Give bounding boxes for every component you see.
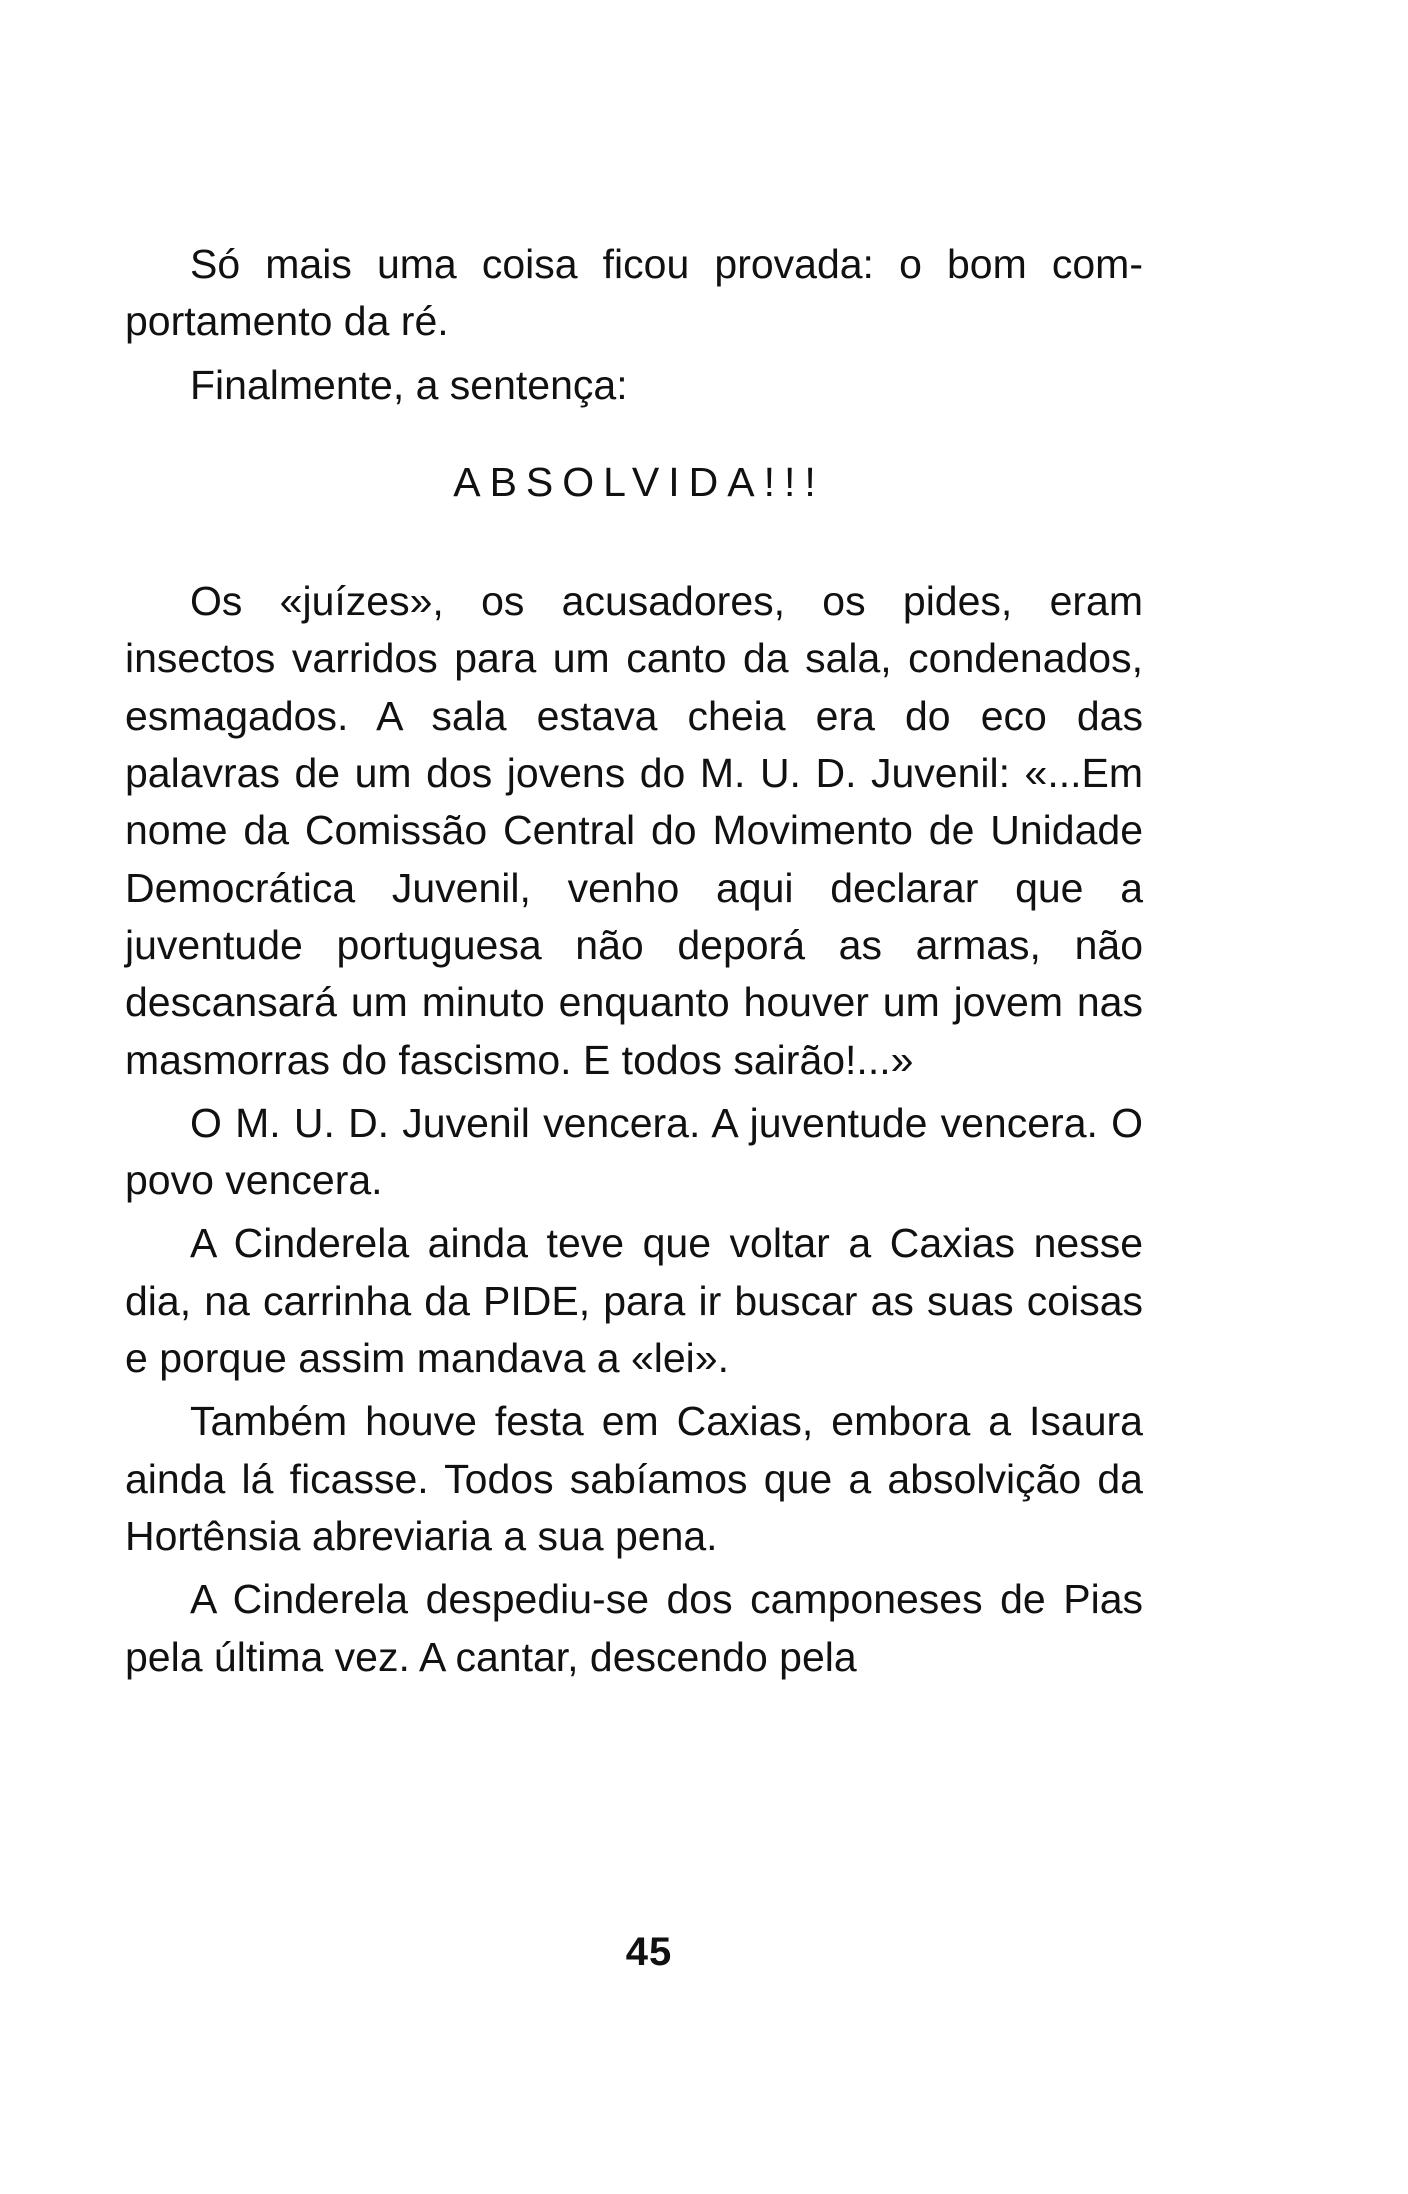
- verdict-heading: ABSOLVIDA!!!: [453, 458, 825, 505]
- paragraph-cinderela-caxias: A Cinderela ainda teve que voltar a Caxias nesse dia, na carrinha da PIDE, para ir buscar as suas coisas e porque assim mandava a «lei».: [125, 1220, 1143, 1382]
- paragraph-sentence-intro: Finalmente, a sentença:: [190, 361, 628, 408]
- paragraph-festa-caxias: Também houve festa em Caxias, embora a Isaura ainda lá ficasse. Todos sabíamos que a absolvição da Hortênsia abreviaria a sua pena.: [125, 1398, 1143, 1559]
- paragraph-cinderela-farewell: A Cinderela despediu-se dos camponeses de Pias pela última vez. A cantar, descendo pela: [125, 1576, 1143, 1680]
- body-text: [125, 236, 1143, 1692]
- paragraph-good-behaviour: Só mais uma coisa ficou provada: o bom comportamento da ré.: [125, 241, 1143, 345]
- paragraph-judges: Os «juízes», os acusadores, os pides, eram insectos varridos para um canto da sala, condenados, esmagados. A sala estava cheia era do eco das palavras de um dos jovens do M. U. D. Juvenil: «...Em nome da Comissão Central do Movimento de Unidade Democrática Juvenil, venho aqui declarar que a juventude portuguesa não deporá as armas, não descansará um minuto enquanto houver um jovem nas masmorras do fascismo. E todos sairão!...»: [125, 578, 1143, 1083]
- paragraph-mud-victory: O M. U. D. Juvenil vencera. A juventude vencera. O povo vencera.: [125, 1099, 1143, 1204]
- page-number: 45: [625, 1930, 673, 1974]
